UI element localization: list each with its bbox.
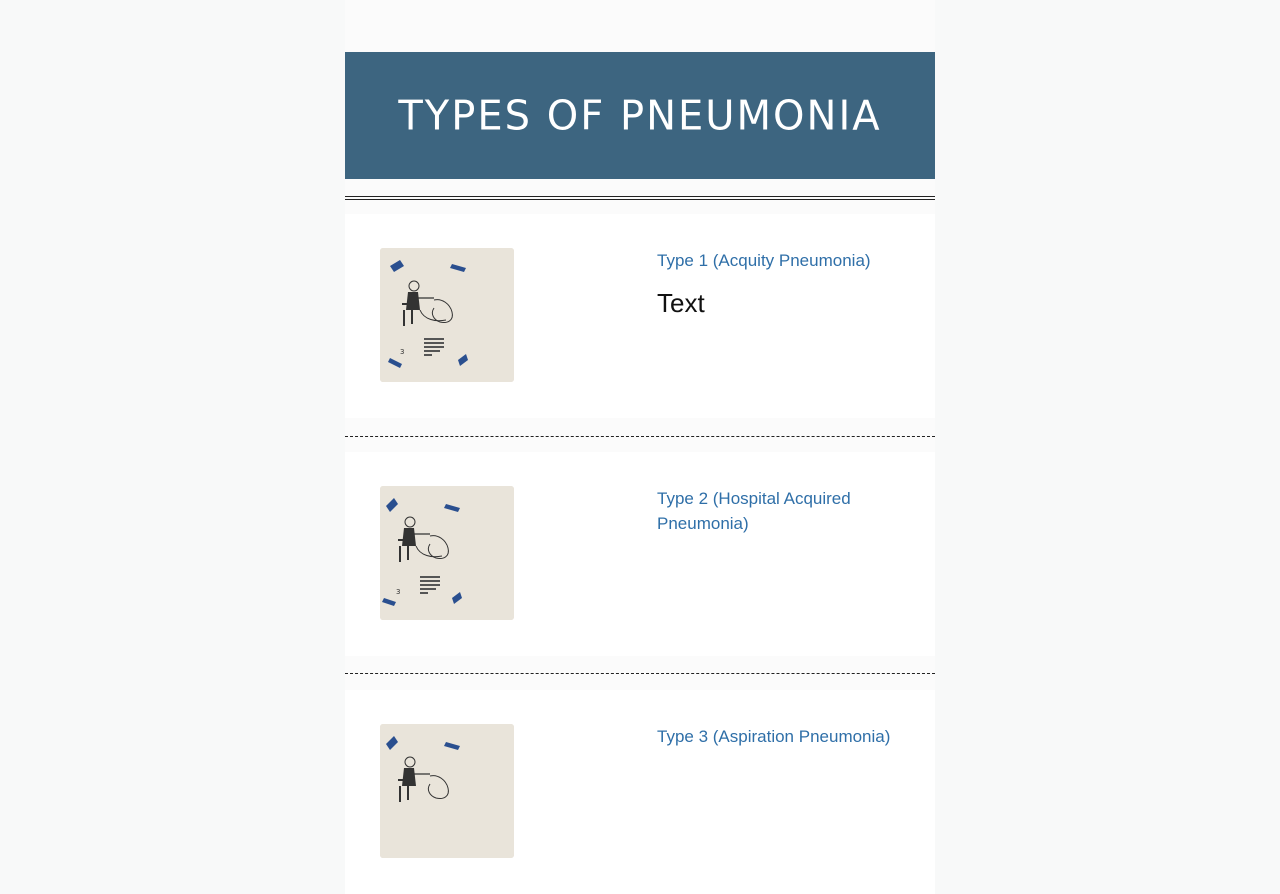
pneumonia-card (345, 452, 935, 656)
header-divider (345, 196, 935, 200)
card-body-text: Text (657, 288, 705, 318)
card-title-link[interactable]: Type 2 (Hospital Acquired Pneumonia) (657, 489, 851, 533)
card-title-link[interactable]: Type 3 (Aspiration Pneumonia) (657, 727, 891, 746)
card-title-link[interactable]: Type 1 (Acquity Pneumonia) (657, 251, 871, 270)
card-divider (345, 436, 935, 437)
page-container (345, 0, 935, 800)
pneumonia-card (345, 214, 935, 418)
page-title: TYPES OF PNEUMONIA (398, 92, 882, 139)
illustration-thumbnail[interactable] (380, 724, 514, 858)
illustration-thumbnail[interactable] (380, 486, 514, 620)
pneumonia-card (345, 690, 935, 894)
svg-text:3: 3 (400, 348, 405, 356)
card-divider (345, 673, 935, 674)
illustration-thumbnail[interactable] (380, 248, 514, 382)
svg-text:3: 3 (396, 588, 401, 596)
page-header (345, 52, 935, 179)
